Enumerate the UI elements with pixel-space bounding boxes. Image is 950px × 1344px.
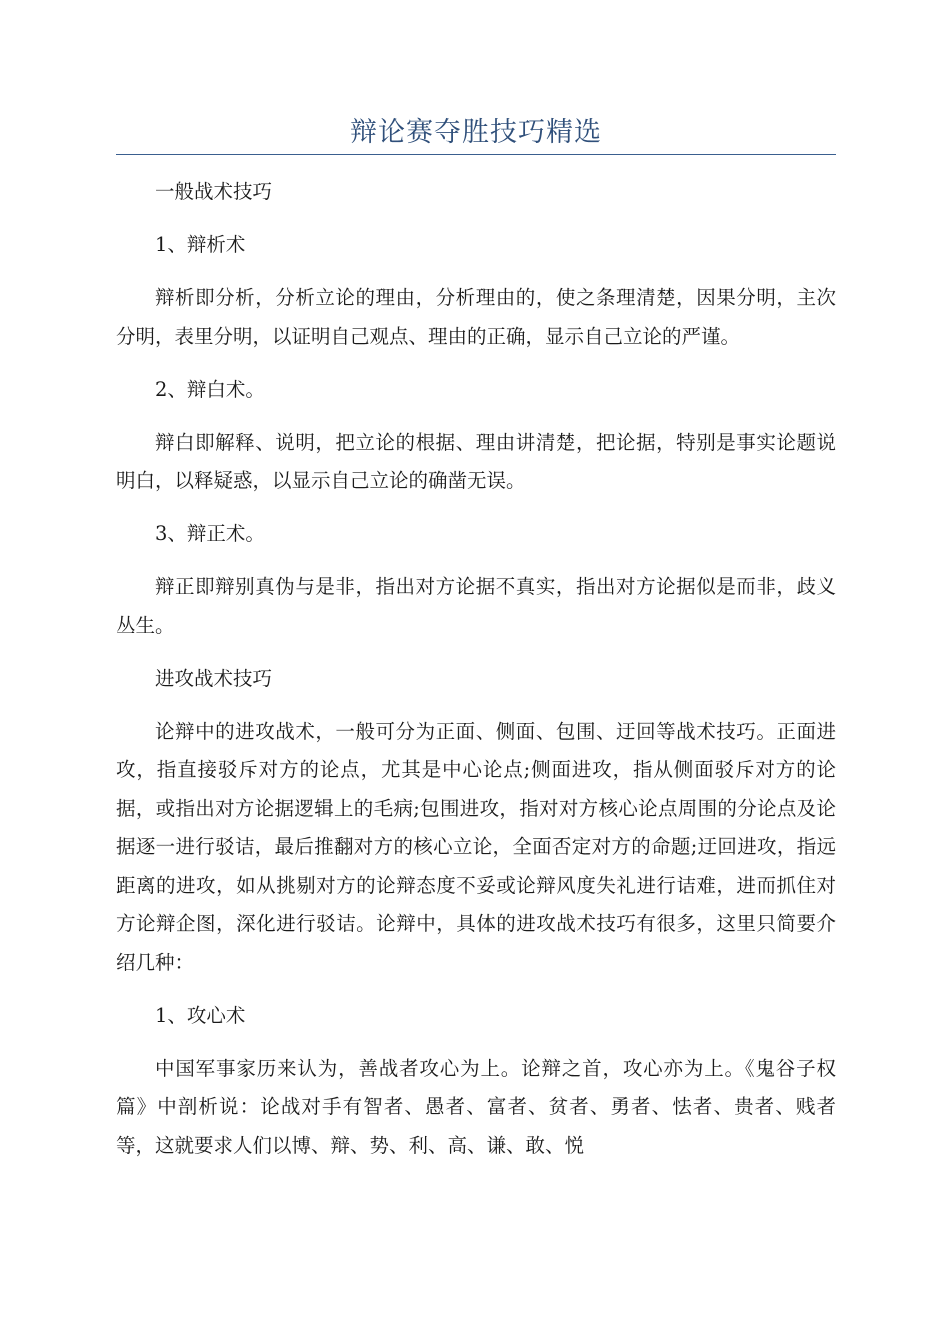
subheading-explanation: 2、辩白术。 bbox=[155, 377, 265, 401]
paragraph-offensive-tactics: 论辩中的进攻战术，一般可分为正面、侧面、包围、迂回等战术技巧。正面进攻，指直接驳斥对方的论点，尤其是中心论点;侧面进攻，指从侧面驳斥对方的论据，或指出对方论据逻辑上的毛病;包围进攻，指对对方核心论点周围的分论点及论据逐一进行驳诘，最后推翻对方的核心立论，全面否定对方的命题;迂回进攻，指远距离的进攻，如从挑剔对方的论辩态度不妥或论辩风度失礼进行诘难，进而抓住对方论辩企图，深化进行驳诘。论辩中，具体的进攻战术技巧有很多，这里只简要介绍几种： bbox=[116, 719, 836, 974]
paragraph-analysis: 辩析即分析，分析立论的理由，分析理由的，使之条理清楚，因果分明，主次分明，表里分明，以证明自己观点、理由的正确，显示自己立论的严谨。 bbox=[116, 286, 836, 348]
paragraph-explanation: 辩白即解释、说明，把立论的根据、理由讲清楚，把论据，特别是事实论题说明白，以释疑惑，以显示自己立论的确凿无误。 bbox=[116, 430, 836, 492]
document-body bbox=[116, 173, 836, 1165]
section-heading-general-tactics: 一般战术技巧 bbox=[155, 180, 273, 203]
section-heading-offensive-tactics: 进攻战术技巧 bbox=[155, 666, 273, 690]
subheading-psychological: 1、攻心术 bbox=[155, 1003, 246, 1027]
paragraph-psychological: 中国军事家历来认为，善战者攻心为上。论辩之首，攻心亦为上。《鬼谷子权篇》中剖析说：论战对手有智者、愚者、富者、贫者、勇者、怯者、贵者、贱者等，这就要求人们以博、辩、势、利、高、谦、敢、悦 bbox=[116, 1056, 836, 1157]
subheading-analysis: 1、辩析术 bbox=[155, 233, 246, 256]
subheading-correction: 3、辩正术。 bbox=[155, 522, 265, 545]
document-title: 辩论赛夺胜技巧精选 bbox=[350, 117, 602, 148]
paragraph-correction: 辩正即辩别真伪与是非，指出对方论据不真实，指出对方论据似是而非，歧义丛生。 bbox=[116, 575, 836, 637]
document-page bbox=[116, 112, 836, 1180]
title-underline bbox=[116, 154, 836, 155]
